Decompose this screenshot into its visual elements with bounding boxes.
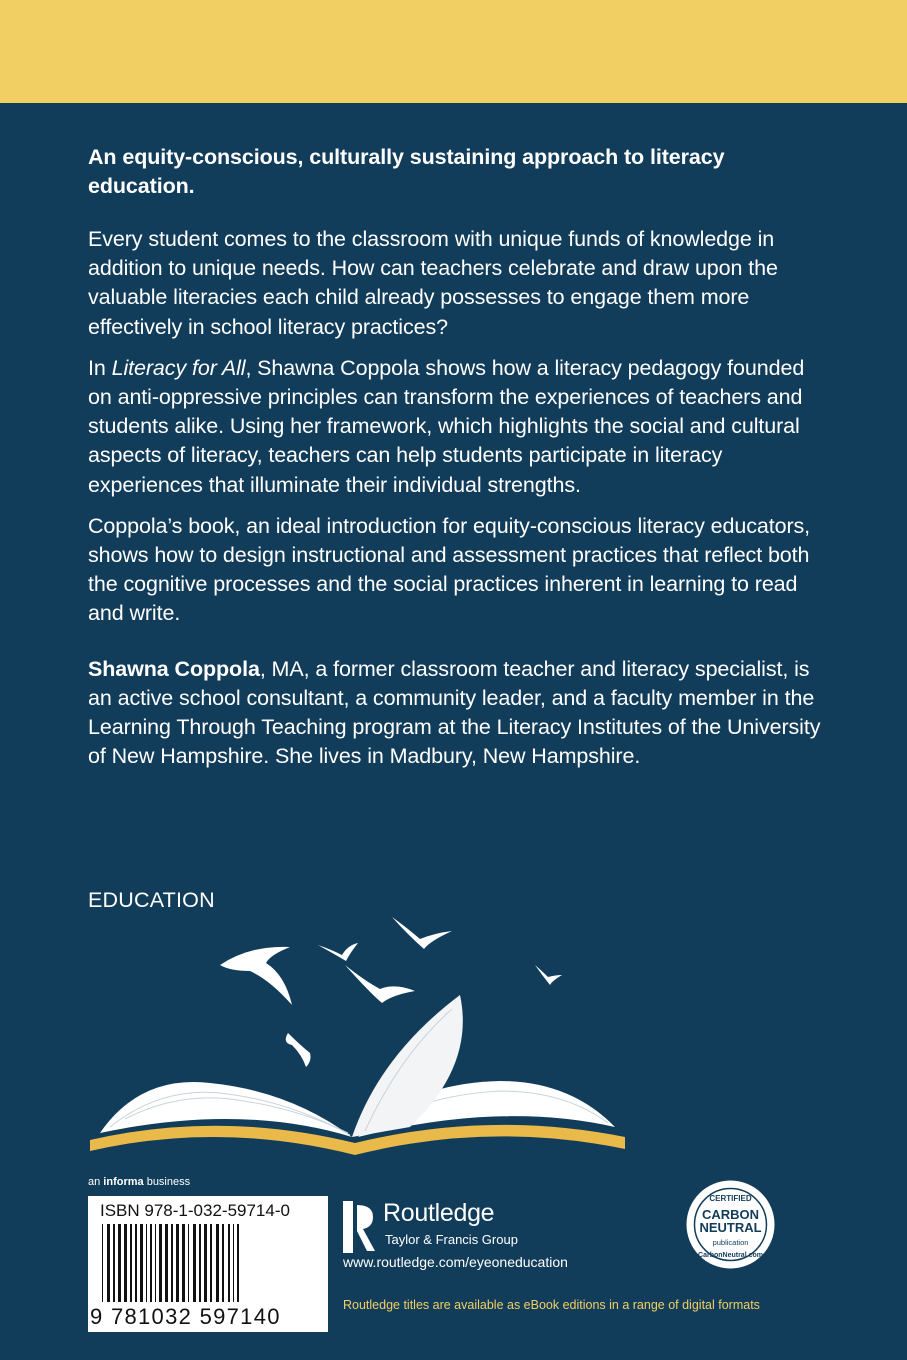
back-cover-text [88, 143, 828, 771]
bird-large [220, 947, 292, 1005]
barcode-bar-25 [237, 1224, 239, 1302]
barcode-bar-16 [188, 1224, 189, 1302]
top-color-band [0, 0, 907, 103]
barcode-bar-18 [199, 1224, 201, 1302]
barcode-bar-19 [204, 1224, 207, 1302]
summary-rest: , Shawna Coppola shows how a literacy pedagogy founded on anti-oppressive principles can transform the experiences of teachers and students alike. Using her framework, which highlights the social and cultural aspects of literacy, teachers can help students participate in literacy experiences that illuminate their individual strengths. [88, 355, 805, 497]
headline: An equity-conscious, culturally sustaining approach to literacy education. [88, 145, 725, 198]
open-book-birds-illustration [80, 905, 640, 1165]
bird-5 [392, 917, 452, 949]
barcode-bar-13 [171, 1224, 173, 1302]
informa-brand: informa [103, 1176, 144, 1188]
barcode-bar-6 [135, 1224, 137, 1302]
bird-3 [318, 943, 358, 961]
barcode-bar-4 [124, 1224, 127, 1302]
barcode-bar-9 [150, 1224, 152, 1302]
publisher-group: Taylor & Francis Group [385, 1232, 518, 1247]
barcode-bar-20 [210, 1224, 212, 1302]
barcode-bar-2 [113, 1224, 115, 1302]
summary-prefix: In [88, 355, 112, 380]
author-name: Shawna Coppola [88, 656, 260, 681]
informa-business-label [88, 1176, 190, 1188]
paragraph-summary [88, 354, 828, 500]
carbon-certified: CERTIFIED [709, 1194, 752, 1203]
barcode-bar-17 [193, 1224, 196, 1302]
carbon-line2: NEUTRAL [699, 1220, 762, 1235]
ebook-availability-note: Routledge titles are available as eBook editions in a range of digital formats [343, 1298, 760, 1312]
carbon-sub: publication [712, 1238, 749, 1247]
informa-suffix: business [143, 1176, 191, 1188]
barcode-bar-12 [165, 1224, 168, 1302]
barcode-bar-8 [146, 1224, 147, 1302]
bird-6 [535, 965, 562, 985]
carbon-url: CarbonNeutral.com [698, 1252, 763, 1259]
bird-4 [345, 965, 415, 1003]
barcode-bar-10 [155, 1224, 156, 1302]
publisher-url[interactable]: www.routledge.com/eyeoneducation [343, 1254, 568, 1270]
carbon-line1: CARBON [701, 1207, 760, 1222]
barcode-bar-14 [176, 1224, 179, 1302]
informa-prefix: an [88, 1176, 104, 1188]
carbon-neutral-seal [683, 1177, 778, 1272]
book-title: Literacy for All [111, 355, 246, 380]
bird-2 [286, 1033, 311, 1067]
paragraph-intro: Every student comes to the classroom with unique funds of knowledge in addition to unique needs. How can teachers celebrate and draw upon the valuable literacies each child already possesses to engage them more effectively in school literacy practices? [88, 227, 778, 339]
paragraph-audience: Coppola’s book, an ideal introduction for equity-conscious literacy educators, shows how to design instructional and assessment practices that reflect both the cognitive processes and the social practices inherent in learning to read and write. [88, 513, 811, 626]
author-bio-text: , MA, a former classroom teacher and literacy specialist, is an active school consultant, a community leader, and a faculty member in the Learning Through Teaching program at the Literacy Institutes of the University of New Hampshire. She lives in Madbury, New Hampshire. [88, 656, 821, 769]
barcode-bar-7 [140, 1224, 143, 1302]
barcode-bar-5 [130, 1224, 132, 1302]
barcode-bar-22 [222, 1224, 224, 1302]
barcode-bar-0 [102, 1224, 103, 1302]
barcode-bar-1 [107, 1224, 110, 1302]
barcode-bar-15 [182, 1224, 185, 1302]
barcode-bar-11 [159, 1224, 162, 1302]
publisher-name: Routledge [383, 1199, 495, 1227]
barcode-digits: 9 781032 597140 [90, 1304, 281, 1329]
isbn-label: ISBN 978-1-032-59714-0 [100, 1201, 290, 1220]
author-bio [88, 655, 828, 772]
isbn-barcode-box [88, 1196, 328, 1332]
category-label: EDUCATION [88, 888, 215, 912]
barcode-bar-23 [228, 1224, 230, 1302]
barcode-bar-3 [118, 1224, 121, 1302]
barcode-bar-21 [216, 1224, 219, 1302]
barcode-image [100, 1224, 318, 1302]
publisher-block [343, 1197, 603, 1257]
routledge-logo-icon [343, 1201, 377, 1253]
barcode-bar-24 [233, 1224, 234, 1302]
